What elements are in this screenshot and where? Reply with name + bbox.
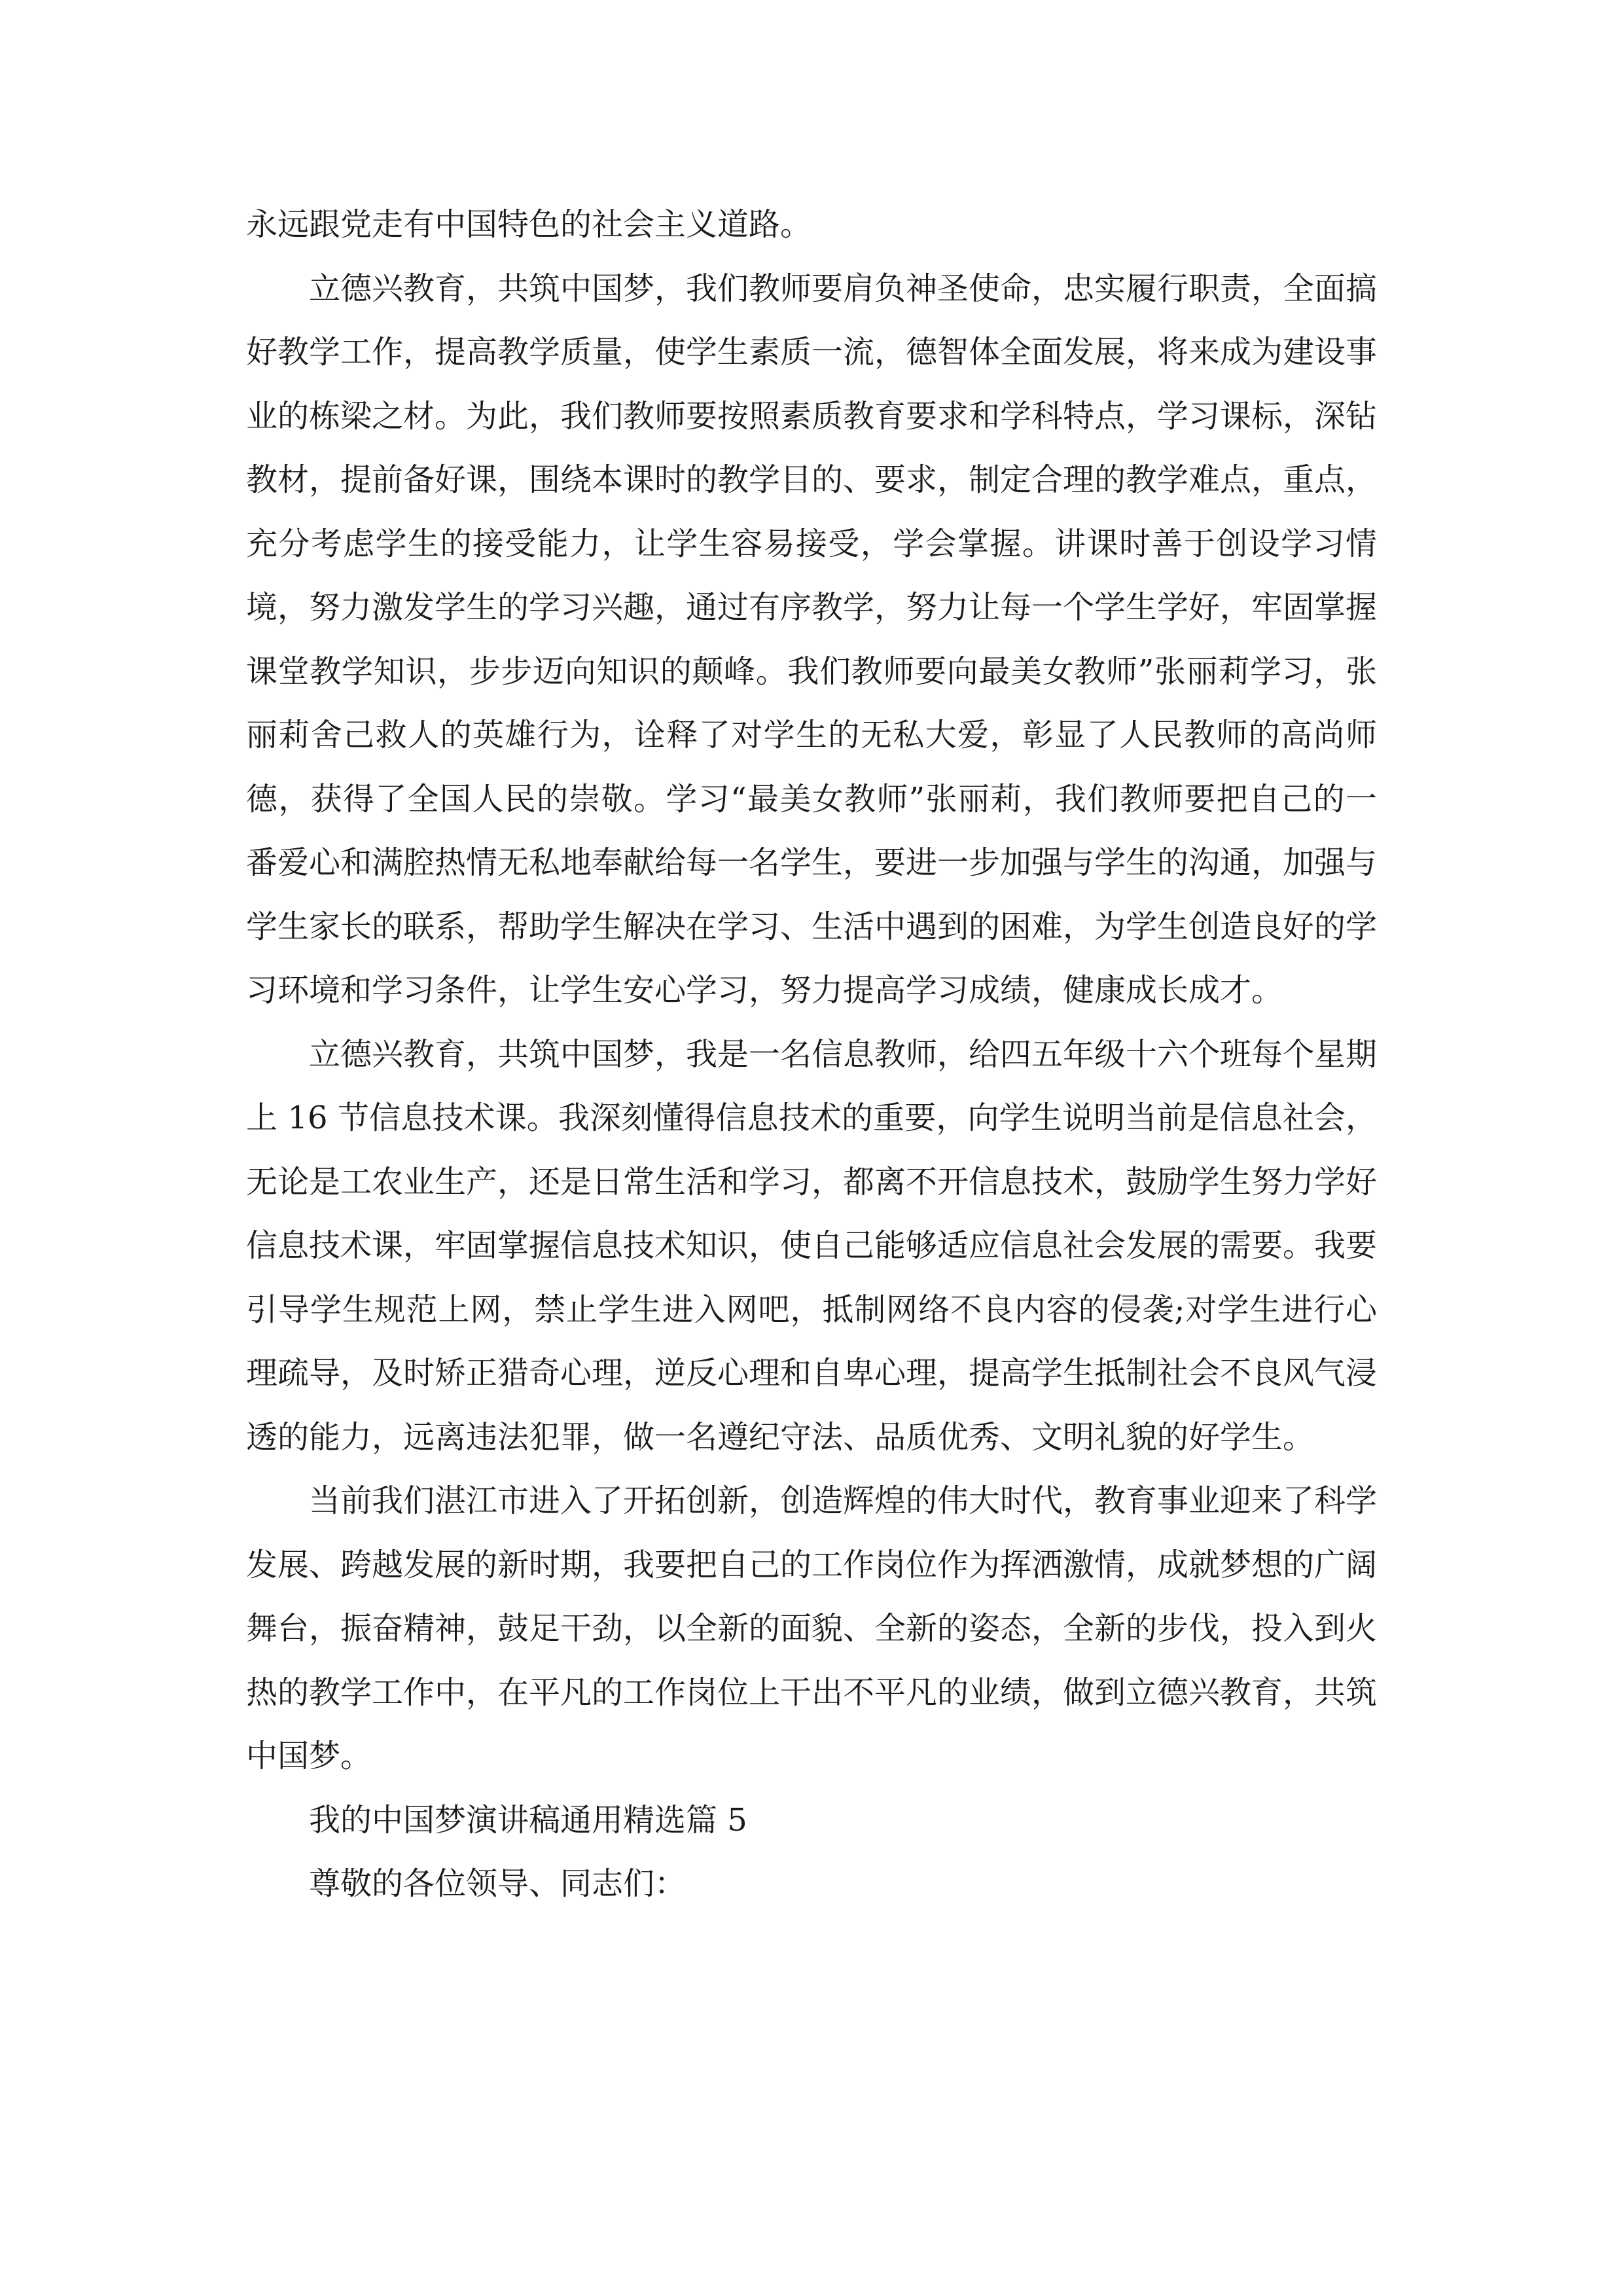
section-heading: 我的中国梦演讲稿通用精选篇 5 xyxy=(309,1801,747,1839)
document-body xyxy=(246,193,1377,1916)
paragraph-teacher-mission: 立德兴教育，共筑中国梦，我们教师要肩负神圣使命，忠实履行职责，全面搞好教学工作，提高教学质量，使学生素质一流，德智体全面发展，将来成为建设事业的栋梁之材。为此，我们教师要按照素质教育要求和学科特点，学习课标，深钻教材，提前备好课，围绕本课时的教学目的、要求，制定合理的教学难点，重点，充分考虑学生的接受能力，让学生容易接受，学会掌握。讲课时善于创设学习情境，努力激发学生的学习兴趣，通过有序教学，努力让每一个学生学好，牢固掌握课堂教学知识，步步迈向知识的颠峰。我们教师要向最美女教师”张丽莉学习，张丽莉舍己救人的英雄行为，诠释了对学生的无私大爱，彰显了人民教师的高尚师德，获得了全国人民的崇敬。学习“最美女教师”张丽莉，我们教师要把自己的一番爱心和满腔热情无私地奉献给每一名学生，要进一步加强与学生的沟通，加强与学生家长的联系，帮助学生解决在学习、生活中遇到的困难，为学生创造良好的学习环境和学习条件，让学生安心学习，努力提高学习成绩，健康成长成才。 xyxy=(246,270,1378,1009)
salutation: 尊敬的各位领导、同志们： xyxy=(309,1865,687,1902)
paragraph-information-teacher: 立德兴教育，共筑中国梦，我是一名信息教师，给四五年级十六个班每个星期上 16 节信息技术课。我深刻懂得信息技术的重要，向学生说明当前是信息社会，无论是工农业生产，还是日常生活和学习，都离不开信息技术，鼓励学生努力学好信息技术课，牢固掌握信息技术知识，使自己能够适应信息社会发展的需要。我要引导学生规范上网，禁止学生进入网吧，抵制网络不良内容的侵袭;对学生进行心理疏导，及时矫正猎奇心理，逆反心理和自卑心理，提高学生抵制社会不良风气浸透的能力，远离违法犯罪，做一名遵纪守法、品质优秀、文明礼貌的好学生。 xyxy=(246,1035,1378,1456)
paragraph-continuation: 永远跟党走有中国特色的社会主义道路。 xyxy=(246,206,812,243)
paragraph-zhanjiang-development: 当前我们湛江市进入了开拓创新，创造辉煌的伟大时代，教育事业迎来了科学发展、跨越发展的新时期，我要把自己的工作岗位作为挥洒激情，成就梦想的广阔舞台，振奋精神，鼓足干劲，以全新的面貌、全新的姿态，全新的步伐，投入到火热的教学工作中，在平凡的工作岗位上干出不平凡的业绩，做到立德兴教育，共筑中国梦。 xyxy=(246,1482,1378,1774)
